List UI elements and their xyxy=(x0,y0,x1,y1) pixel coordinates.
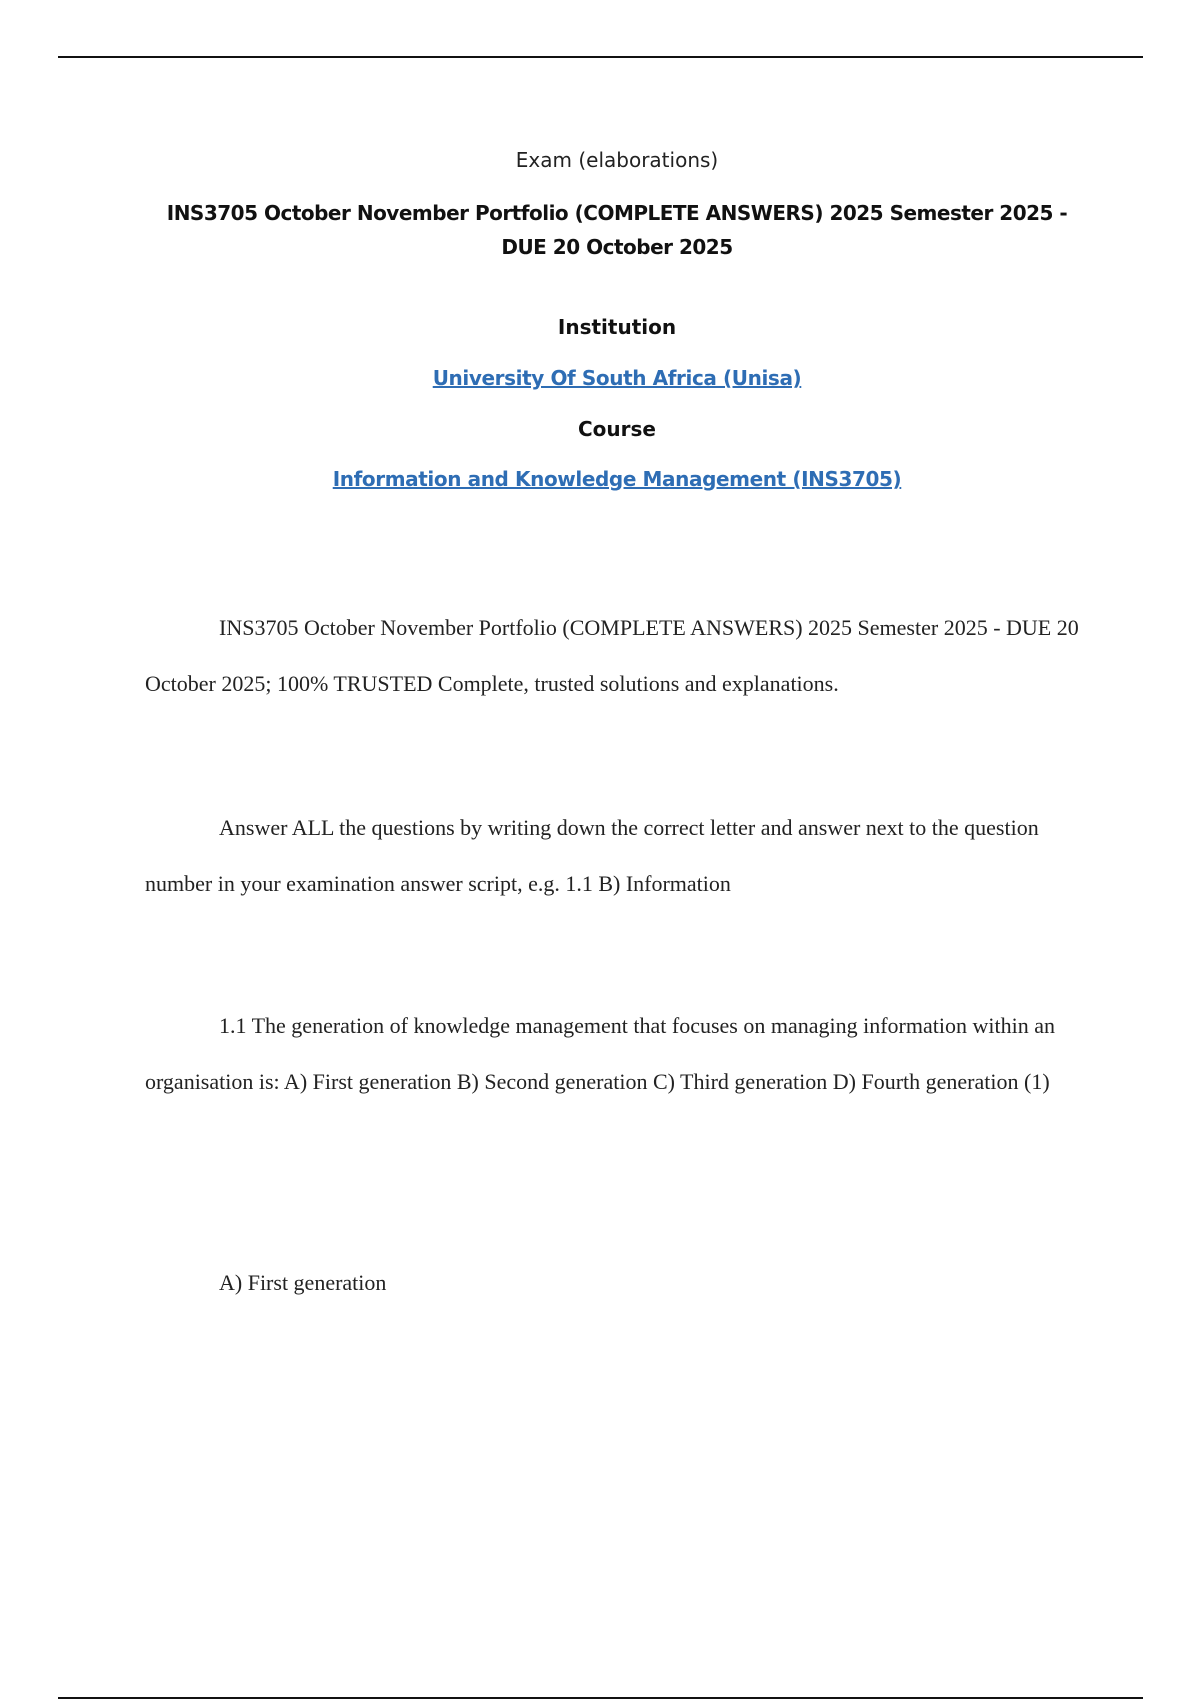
instructions-paragraph: Answer ALL the questions by writing down the correct letter and answer next to the question number in your examination answer script, e.g. 1.1 B) Information xyxy=(145,815,1039,896)
course-link[interactable]: Information and Knowledge Management (INS3705) xyxy=(332,467,902,491)
institution-link[interactable]: University Of South Africa (Unisa) xyxy=(432,366,802,390)
answer-1-1: A) First generation xyxy=(219,1270,387,1295)
document-title: INS3705 October November Portfolio (COMPLETE ANSWERS) 2025 Semester 2025 - DUE 20 October 2025 xyxy=(166,201,1068,259)
institution-label: Institution xyxy=(557,315,677,339)
top-divider xyxy=(58,56,1143,58)
bottom-divider xyxy=(58,1697,1143,1699)
intro-paragraph: INS3705 October November Portfolio (COMPLETE ANSWERS) 2025 Semester 2025 - DUE 20 October 2025; 100% TRUSTED Complete, trusted solutions and explanations. xyxy=(145,615,1079,696)
question-1-1: 1.1 The generation of knowledge management that focuses on managing information within an organisation is: A) First generation B) Second generation C) Third generation D) Fourth generation (1) xyxy=(145,1013,1055,1094)
document-type: Exam (elaborations) xyxy=(515,148,719,172)
course-label: Course xyxy=(578,417,656,441)
